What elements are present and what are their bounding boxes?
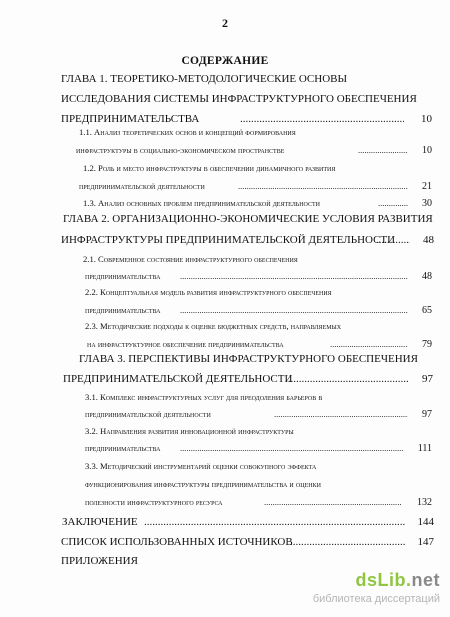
toc-line: 1.2. Роль и место инфраструктуры в обеспечении динамичного развития xyxy=(83,163,336,173)
toc-line: 2.1. Современное состояние инфраструктурного обеспечения xyxy=(83,254,298,264)
site-subtitle: библиотека диссертаций xyxy=(312,593,440,605)
toc-page-number: 65 xyxy=(422,305,432,316)
toc-leader-dots xyxy=(264,498,402,507)
toc-line: 3.1. Комплекс инфраструктурных услуг для преодоления барьеров в xyxy=(85,392,323,402)
page-number: 2 xyxy=(222,16,228,30)
toc-leader-dots xyxy=(290,537,406,548)
toc-line: ГЛАВА 2. ОРГАНИЗАЦИОННО-ЭКОНОМИЧЕСКИЕ УСЛОВИЯ РАЗВИТИЯ xyxy=(63,213,433,225)
toc-page-number: 79 xyxy=(422,339,432,350)
toc-leader-dots xyxy=(180,444,404,453)
toc-leader-dots xyxy=(376,235,410,246)
toc-leader-dots xyxy=(238,182,408,191)
logo-dot: . xyxy=(405,570,412,590)
toc-page-number: 10 xyxy=(422,145,432,156)
toc-line: 1.1. Анализ теоретических основ и концепций формирования xyxy=(79,127,296,137)
toc-line: предпринимательства xyxy=(85,305,161,315)
toc-page-number: 111 xyxy=(417,443,432,454)
toc-line: ИССЛЕДОВАНИЯ СИСТЕМЫ ИНФРАСТРУКТУРНОГО ОБЕСПЕЧЕНИЯ xyxy=(61,93,417,105)
toc-leader-dots xyxy=(358,146,408,155)
toc-line: ГЛАВА 3. ПЕРСПЕКТИВЫ ИНФРАСТРУКТУРНОГО ОБЕСПЕЧЕНИЯ xyxy=(79,353,418,365)
toc-line: предпринимательства xyxy=(85,271,161,281)
toc-line: ПРЕДПРИНИМАТЕЛЬСКОЙ ДЕЯТЕЛЬНОСТИ xyxy=(63,373,293,385)
toc-line: предпринимательства xyxy=(85,443,161,453)
toc-line: ПРЕДПРИНИМАТЕЛЬСТВА xyxy=(61,113,200,125)
toc-leader-dots xyxy=(180,272,408,281)
toc-leader-dots xyxy=(240,114,404,125)
toc-line: 2.2. Концептуальная модель развития инфраструктурного обеспечения xyxy=(85,287,332,297)
toc-line: ИНФРАСТРУКТУРЫ ПРЕДПРИНИМАТЕЛЬСКОЙ ДЕЯТЕЛЬНОСТИ xyxy=(61,234,396,246)
toc-line: 3.3. Методический инструментарий оценки совокупного эффекта xyxy=(85,461,317,471)
toc-line: ГЛАВА 1. ТЕОРЕТИКО-МЕТОДОЛОГИЧЕСКИЕ ОСНОВЫ xyxy=(61,73,348,85)
toc-line: ПРИЛОЖЕНИЯ xyxy=(61,555,138,567)
logo-main-text: dsLib xyxy=(355,570,406,590)
toc-page-number: 30 xyxy=(422,198,432,209)
toc-line: полезности инфраструктурного ресурса xyxy=(85,497,223,507)
toc-line: функционирования инфраструктуры предпринимательства и оценки xyxy=(85,479,321,489)
toc-page-number: 48 xyxy=(422,271,432,282)
site-watermark xyxy=(313,570,440,605)
toc-line: на инфраструктурное обеспечение предпринимательства xyxy=(87,339,284,349)
toc-line: предпринимательской деятельности xyxy=(85,409,211,419)
toc-leader-dots xyxy=(285,374,409,385)
toc-line: инфраструктуры в социально-экономическом пространстве xyxy=(76,145,285,155)
toc-line: 3.2. Направления развития инновационной инфраструктуры xyxy=(85,426,294,436)
toc-leader-dots xyxy=(144,517,406,528)
toc-page-number: 132 xyxy=(417,497,432,508)
logo-tld: net xyxy=(411,570,440,590)
site-logo xyxy=(313,570,440,591)
toc-page-number: 97 xyxy=(422,373,433,385)
toc-line: 2.3. Методические подходы к оценке бюджетных средств, направляемых xyxy=(85,321,342,331)
toc-leader-dots xyxy=(180,306,408,315)
toc-line: ЗАКЛЮЧЕНИЕ xyxy=(62,516,138,528)
toc-leader-dots xyxy=(274,410,408,419)
toc-page-number: 144 xyxy=(417,516,434,528)
toc-line: предпринимательской деятельности xyxy=(79,181,205,191)
toc-page-number: 48 xyxy=(423,234,434,246)
toc-page-number: 10 xyxy=(421,113,432,125)
toc-line: 1.3. Анализ основных проблем предпринимательской деятельности xyxy=(83,198,320,208)
toc-leader-dots xyxy=(330,340,408,349)
toc-page-number: 147 xyxy=(417,536,434,548)
toc-leader-dots xyxy=(378,199,408,208)
toc-page-number: 97 xyxy=(422,409,432,420)
toc-line: СПИСОК ИСПОЛЬЗОВАННЫХ ИСТОЧНИКОВ xyxy=(61,536,293,548)
toc-title: СОДЕРЖАНИЕ xyxy=(181,55,269,67)
toc-page-number: 21 xyxy=(422,181,432,192)
